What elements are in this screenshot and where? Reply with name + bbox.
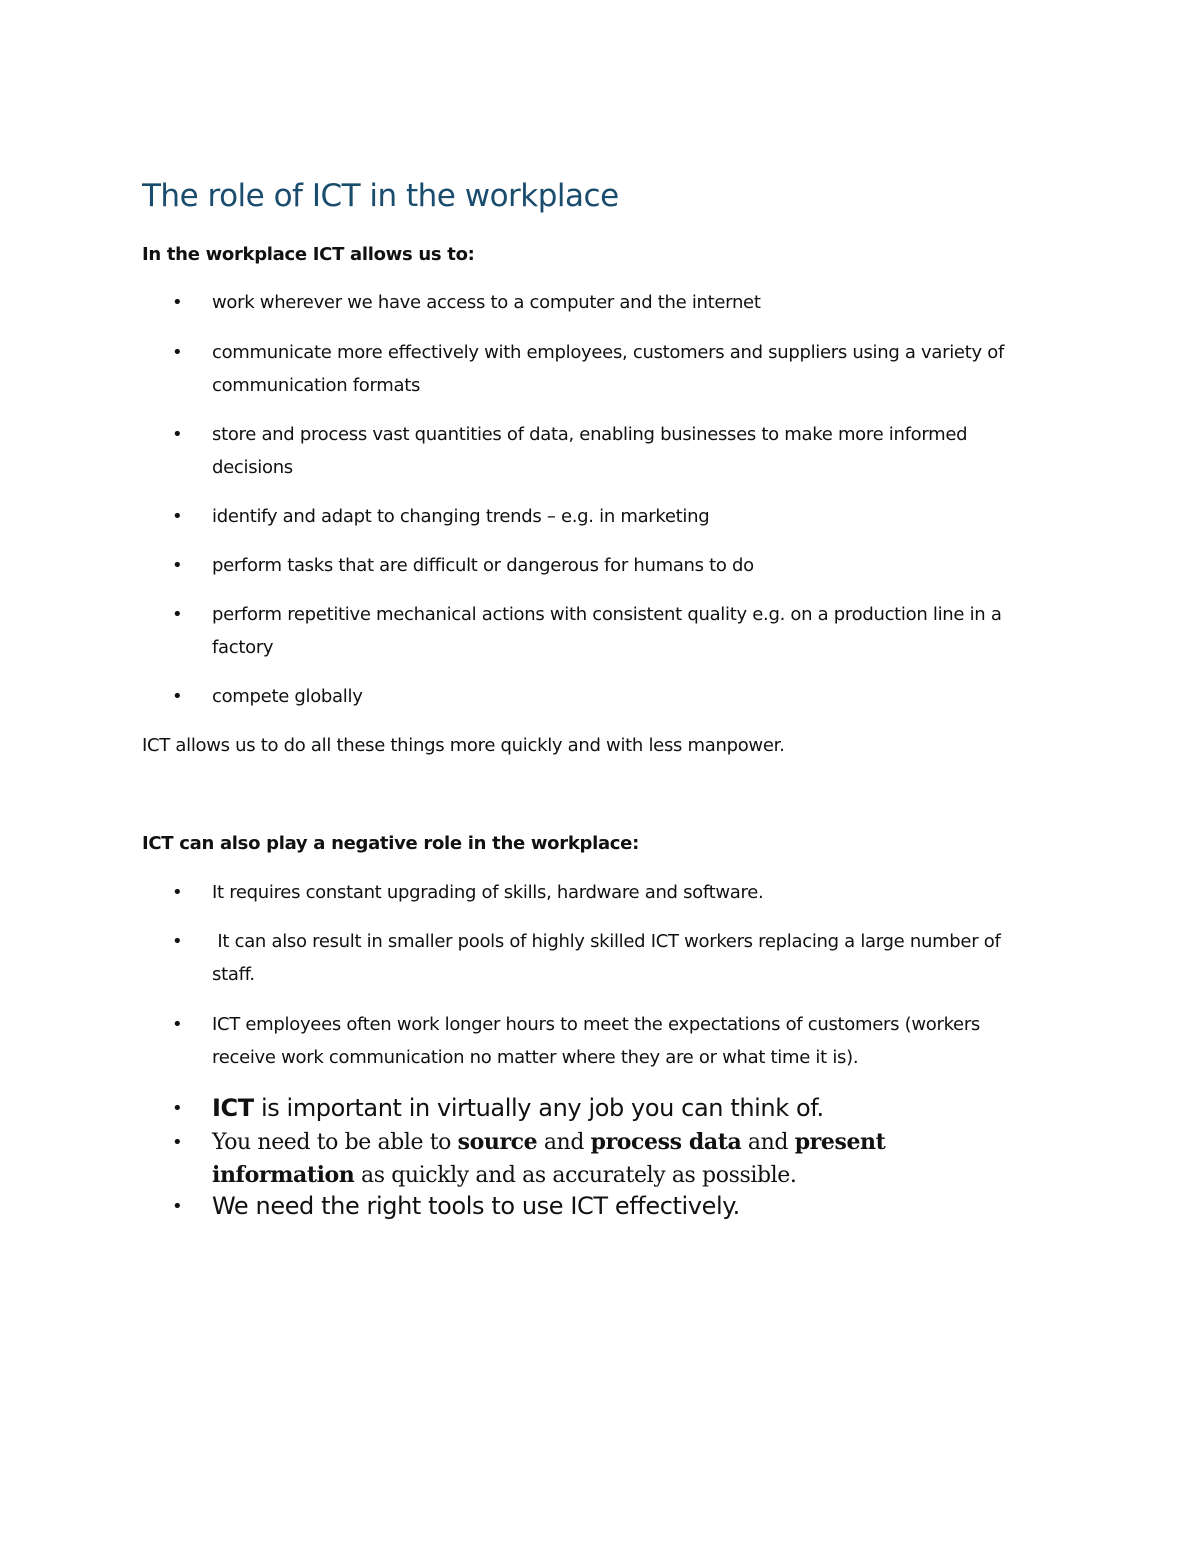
list-item-text: perform tasks that are difficult or dangerous for humans to do [212, 555, 754, 576]
bullet-icon: • [172, 1196, 183, 1217]
list-item [172, 1092, 1052, 1125]
bullet-icon: • [172, 1132, 183, 1153]
list-item [172, 336, 1052, 402]
list-item-text: communicate more effectively with employees, customers and suppliers using a variety of communication formats [212, 342, 1004, 396]
list-item-text: ICT employees often work longer hours to meet the expectations of customers (workers receive work communication no matter where they are or what time it is). [212, 1014, 981, 1068]
list-item [172, 549, 1052, 582]
bullet-icon: • [172, 686, 183, 707]
list-item [172, 1008, 1052, 1074]
list-item-text [212, 1092, 1052, 1125]
bold-term: present information [212, 1129, 886, 1188]
bullet-icon: • [172, 931, 183, 952]
list-item [172, 876, 1052, 909]
bold-term: source [457, 1129, 538, 1155]
bullet-icon: • [172, 604, 183, 625]
list-item [172, 1190, 1052, 1223]
list-item [172, 418, 1052, 484]
list-item-text: store and process vast quantities of data, enabling businesses to make more informed decisions [212, 424, 968, 478]
list-item-text: We need the right tools to use ICT effectively. [212, 1192, 740, 1220]
bullet-icon: • [172, 1014, 183, 1035]
bullet-icon: • [172, 342, 183, 363]
list-item [172, 598, 1052, 664]
list-item-text [212, 1126, 992, 1192]
text-run: as quickly and as accurately as possible. [354, 1163, 797, 1188]
bullet-icon: • [172, 555, 183, 576]
page-title: The role of ICT in the workplace [142, 178, 619, 214]
list-item-text: perform repetitive mechanical actions with consistent quality e.g. on a production line in a factory [212, 604, 1002, 658]
bullet-icon: • [172, 292, 183, 313]
list-item-text: compete globally [212, 686, 363, 707]
list-item [172, 500, 1052, 533]
section-heading-negative: ICT can also play a negative role in the workplace: [142, 833, 639, 854]
list-item [172, 286, 1052, 319]
bullet-icon: • [172, 882, 183, 903]
list-item [172, 680, 1052, 713]
list-item-text: work wherever we have access to a computer and the internet [212, 292, 761, 313]
list-item [172, 1126, 1052, 1192]
list-item-text: It can also result in smaller pools of highly skilled ICT workers replacing a large number of staff. [212, 931, 1006, 985]
bold-term: process data [590, 1129, 742, 1155]
text-run: and [537, 1130, 591, 1155]
list-item-text: It requires constant upgrading of skills, hardware and software. [212, 882, 764, 903]
list-item [172, 925, 1052, 991]
bullet-icon: • [172, 506, 183, 527]
summary-paragraph: ICT allows us to do all these things more quickly and with less manpower. [142, 735, 785, 756]
text-run: is important in virtually any job you can think of. [253, 1094, 824, 1122]
bold-term: ICT [212, 1094, 254, 1122]
bullet-icon: • [172, 424, 183, 445]
list-item-text: identify and adapt to changing trends – e.g. in marketing [212, 506, 710, 527]
text-run: and [741, 1130, 795, 1155]
bullet-icon: • [172, 1098, 183, 1119]
text-run: You need to be able to [212, 1130, 458, 1155]
section-heading-positive: In the workplace ICT allows us to: [142, 244, 475, 265]
